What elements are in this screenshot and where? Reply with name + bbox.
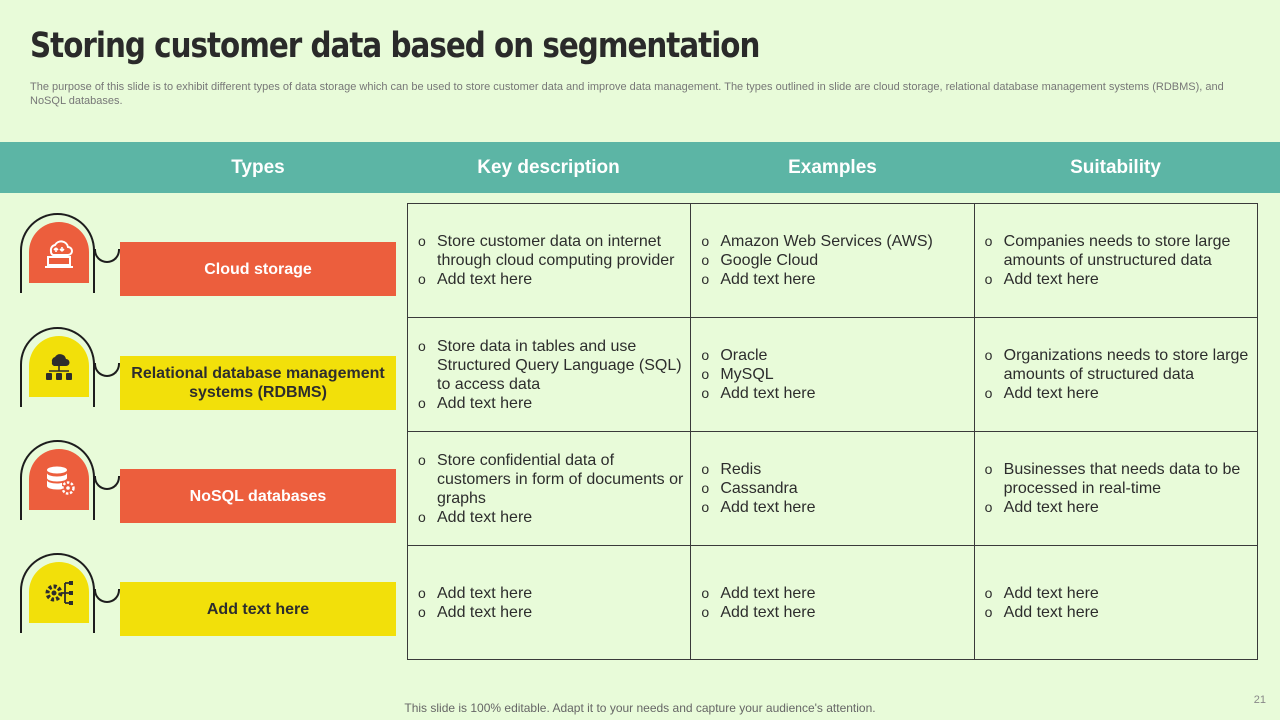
type-label: Cloud storage (120, 242, 396, 296)
suitability-cell (974, 546, 1257, 660)
description-cell (408, 432, 691, 546)
header-suitability: Suitability (1070, 156, 1161, 178)
list-item: o Add text here (418, 508, 684, 527)
list-item: o Add text here (418, 584, 684, 603)
list-item: o Add text here (701, 270, 967, 289)
table-row (408, 318, 1258, 432)
list-item: o Store confidential data of customers in form of documents or graphs (418, 451, 684, 508)
gear-network-icon (42, 576, 76, 610)
list-item: o Oracle (701, 346, 967, 365)
list-item: o Cassandra (701, 479, 967, 498)
suitability-cell (974, 318, 1257, 432)
suitability-cell (974, 204, 1257, 318)
page-number: 21 (1253, 694, 1266, 706)
suitability-cell (974, 432, 1257, 546)
list-item: o Add text here (985, 498, 1251, 517)
type-label: NoSQL databases (120, 469, 396, 523)
data-table (407, 203, 1258, 660)
icon-badge (29, 222, 89, 283)
header-examples: Examples (788, 156, 877, 178)
list-item: o Add text here (985, 384, 1251, 403)
list-item: o Store customer data on internet through cloud computing provider (418, 232, 684, 270)
list-item: o Add text here (418, 603, 684, 622)
table-row (408, 204, 1258, 318)
list-item: o Businesses that needs data to be processed in real-time (985, 460, 1251, 498)
list-item: o Google Cloud (701, 251, 967, 270)
description-cell (408, 546, 691, 660)
description-cell (408, 318, 691, 432)
cloud-laptop-icon (42, 236, 76, 270)
examples-cell (691, 318, 974, 432)
footer-note: This slide is 100% editable. Adapt it to your needs and capture your audience's attention. (404, 701, 876, 715)
icon-badge (29, 562, 89, 623)
list-item: o Add text here (418, 394, 684, 413)
list-item: o MySQL (701, 365, 967, 384)
type-row-nosql (0, 440, 400, 540)
list-item: o Redis (701, 460, 967, 479)
type-row-add-text (0, 553, 400, 653)
list-item: o Store data in tables and use Structured Query Language (SQL) to access data (418, 337, 684, 394)
list-item: o Companies needs to store large amounts of unstructured data (985, 232, 1251, 270)
header-types: Types (231, 156, 285, 178)
header-key-description: Key description (477, 156, 620, 178)
slide-subtitle: The purpose of this slide is to exhibit different types of data storage which can be used to store customer data and improve data management. The types outlined in slide are cloud storage, relational database management systems (RDBMS), and NoSQL databases. (30, 81, 1224, 107)
database-gear-icon (42, 463, 76, 497)
type-label: Add text here (120, 582, 396, 636)
type-row-cloud-storage (0, 213, 400, 313)
list-item: o Add text here (701, 603, 967, 622)
examples-cell (691, 546, 974, 660)
type-row-rdbms (0, 327, 400, 427)
list-item: o Add text here (701, 498, 967, 517)
table-row (408, 432, 1258, 546)
list-item: o Amazon Web Services (AWS) (701, 232, 967, 251)
list-item: o Add text here (985, 603, 1251, 622)
examples-cell (691, 204, 974, 318)
description-cell (408, 204, 691, 318)
table-row (408, 546, 1258, 660)
list-item: o Add text here (701, 584, 967, 603)
list-item: o Add text here (418, 270, 684, 289)
type-label: Relational database management systems (RDBMS) (120, 356, 396, 410)
slide-title: Storing customer data based on segmentation (30, 26, 760, 66)
icon-badge (29, 449, 89, 510)
list-item: o Add text here (701, 384, 967, 403)
list-item: o Add text here (985, 270, 1251, 289)
examples-cell (691, 432, 974, 546)
cloud-database-network-icon (42, 350, 76, 384)
list-item: o Organizations needs to store large amounts of structured data (985, 346, 1251, 384)
table-header-band (0, 142, 1280, 193)
list-item: o Add text here (985, 584, 1251, 603)
icon-badge (29, 336, 89, 397)
